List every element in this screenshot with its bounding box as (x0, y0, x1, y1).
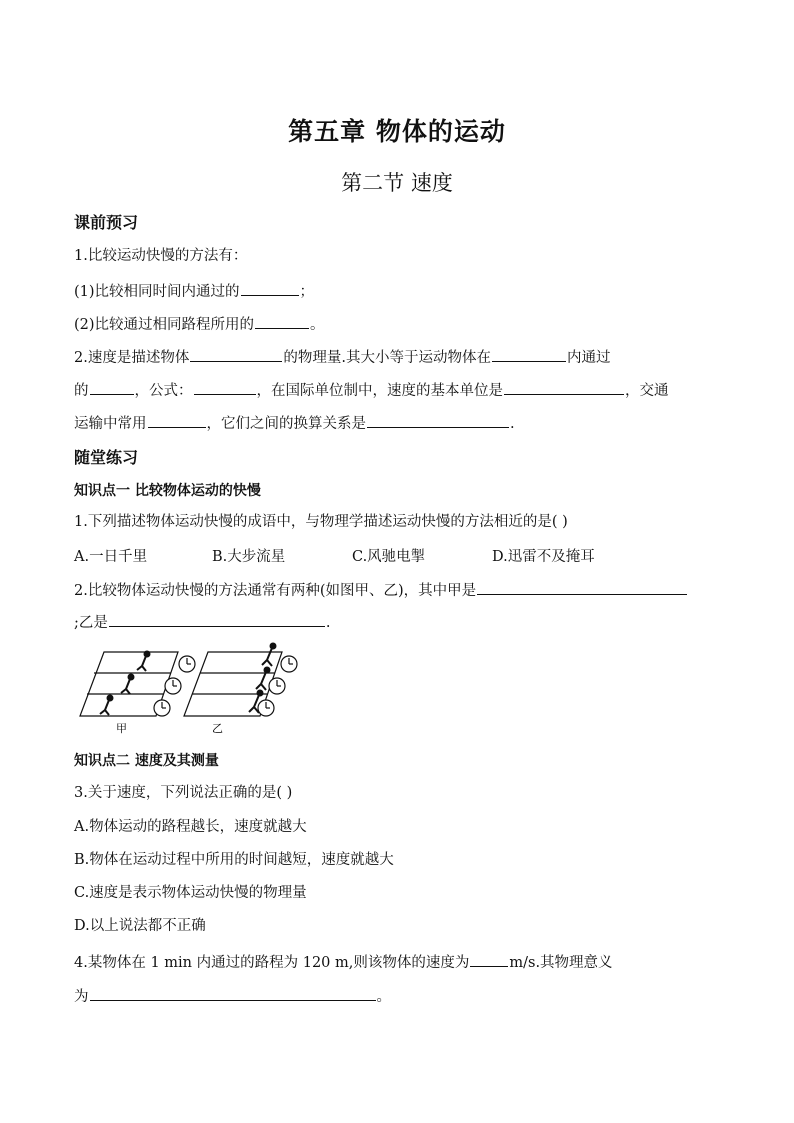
preview-q1-b (74, 313, 325, 335)
practice-q2-line1 (74, 579, 688, 601)
q2-l3-c: . (510, 416, 515, 432)
preview-q2-line2 (74, 379, 669, 401)
q1b-blank[interactable] (255, 313, 309, 329)
q2-l3-b: ，它们之间的换算关系是 (206, 416, 366, 432)
q2-blank-6[interactable] (148, 412, 206, 428)
preview-heading: 课前预习 (74, 213, 139, 232)
preview-q2-line1 (74, 346, 610, 368)
pq2-blank-yi[interactable] (109, 611, 325, 627)
fig-label-yi: 乙 (212, 722, 223, 735)
practice-q4-line1 (74, 951, 613, 973)
q1b-text: (2)比较通过相同路程所用的 (74, 317, 255, 333)
knowledge-point-2: 知识点二 速度及其测量 (74, 753, 219, 769)
running-comparison-figure (74, 640, 314, 740)
q3-option-d[interactable]: D.以上说法都不正确 (74, 918, 206, 934)
preview-q1-intro: 1.比较运动快慢的方法有： (74, 248, 248, 264)
runner-icons-jia (100, 652, 150, 716)
pq2-text: 2.比较物体运动快慢的方法通常有两种(如图甲、乙)，其中甲是 (74, 583, 477, 599)
q2-l1-a: 2.速度是描述物体 (74, 350, 190, 366)
q2-l2-c: ，在国际单位制中，速度的基本单位是 (256, 383, 503, 399)
stopwatch-icons (154, 656, 297, 716)
q2-l2-a: 的 (74, 383, 89, 399)
q2-l1-c: 内通过 (566, 350, 611, 366)
q1-option-a[interactable]: A.一日千里 (74, 549, 148, 565)
section-title: 第二节 速度 (341, 171, 453, 195)
q2-l2-b: ，公式： (134, 383, 193, 399)
knowledge-point-1: 知识点一 比较物体运动的快慢 (74, 483, 261, 499)
q2-l1-b: 的物理量.其大小等于运动物体在 (283, 350, 491, 366)
pq2-blank-jia[interactable] (477, 579, 687, 595)
pq2-l2-text: ;乙是 (74, 615, 108, 631)
q1a-end: ； (299, 284, 315, 300)
practice-q2-line2 (74, 611, 331, 633)
q2-blank-2[interactable] (492, 346, 566, 362)
q3-option-b[interactable]: B.物体在运动过程中所用的时间越短，速度就越大 (74, 852, 394, 868)
q2-blank-3[interactable] (90, 379, 134, 395)
q2-blank-7[interactable] (367, 412, 509, 428)
q2-blank-5[interactable] (504, 379, 624, 395)
q3-option-c[interactable]: C.速度是表示物体运动快慢的物理量 (74, 885, 307, 901)
q2-blank-4[interactable] (194, 379, 256, 395)
q4-speed-blank[interactable] (470, 951, 508, 967)
q3-option-a[interactable]: A.物体运动的路程越长，速度就越大 (74, 819, 307, 835)
q1b-end: 。 (310, 317, 325, 333)
q2-blank-1[interactable] (190, 346, 282, 362)
q1-option-b[interactable]: B.大步流星 (212, 549, 286, 565)
pq2-l2-end: . (325, 615, 331, 631)
fig-label-jia: 甲 (116, 722, 127, 735)
q1a-text: (1)比较相同时间内通过的 (74, 284, 240, 300)
chapter-title: 第五章 物体的运动 (288, 117, 506, 146)
practice-q4-line2 (74, 985, 391, 1007)
q4-text-b: m/s.其物理意义 (509, 955, 613, 971)
preview-q1-a (74, 280, 314, 302)
q4-l2-a: 为 (74, 989, 89, 1005)
q4-text: 4.某物体在 1 min 内通过的路程为 120 m,则该物体的速度为 (74, 955, 470, 971)
track-illustration (74, 640, 314, 740)
q4-meaning-blank[interactable] (90, 985, 376, 1001)
practice-q3: 3.关于速度，下列说法正确的是( ) (74, 785, 293, 801)
practice-q1: 1.下列描述物体运动快慢的成语中，与物理学描述运动快慢的方法相近的是( ) (74, 514, 568, 530)
q1a-blank[interactable] (241, 280, 299, 296)
q1-option-c[interactable]: C.风驰电掣 (352, 549, 426, 565)
practice-heading: 随堂练习 (74, 448, 139, 467)
q2-l2-d: ，交通 (625, 383, 669, 399)
q1-option-d[interactable]: D.迅雷不及掩耳 (492, 549, 595, 565)
q4-l2-b: 。 (376, 989, 391, 1005)
preview-q2-line3 (74, 412, 515, 434)
q2-l3-a: 运输中常用 (74, 416, 147, 432)
